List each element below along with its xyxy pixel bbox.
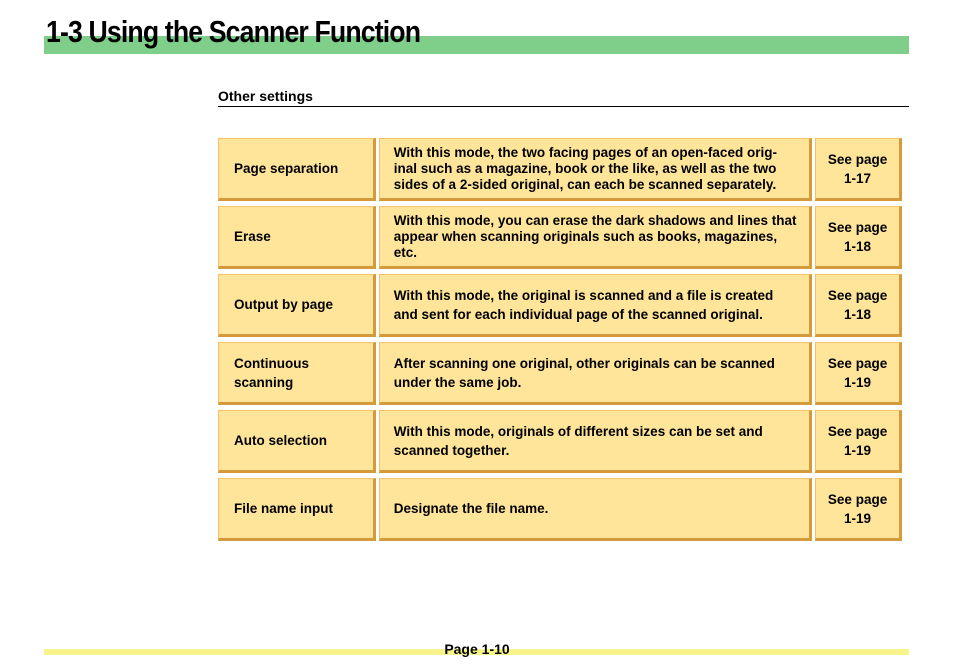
page-reference[interactable] xyxy=(815,274,902,337)
page-title: 1-3 Using the Scanner Function xyxy=(46,14,421,49)
page-reference[interactable] xyxy=(815,478,902,541)
reference-page-number: 1-19 xyxy=(844,374,872,390)
see-page-label: See page xyxy=(827,355,888,371)
setting-name: Page separation xyxy=(218,138,376,201)
reference-page-number: 1-18 xyxy=(844,306,872,322)
table-row xyxy=(218,274,902,337)
table-row xyxy=(218,410,902,473)
table-row xyxy=(218,206,902,269)
setting-name: Continuous scanning xyxy=(218,342,376,405)
table-row xyxy=(218,478,902,541)
see-page-label: See page xyxy=(827,423,888,439)
section-heading: Other settings xyxy=(218,88,313,104)
see-page-label: See page xyxy=(827,491,888,507)
page-reference[interactable] xyxy=(815,206,902,269)
reference-page-number: 1-18 xyxy=(844,238,872,254)
settings-table xyxy=(218,138,902,546)
reference-page-number: 1-17 xyxy=(844,170,872,186)
setting-description: After scanning one original, other originals can be scanned under the same job. xyxy=(379,342,812,405)
setting-description: With this mode, the original is scanned and a file is created and sent for each individual page of the scanned original. xyxy=(379,274,812,337)
setting-description: With this mode, the two facing pages of an open-faced orig- inal such as a magazine, book or the like, as well as the two sides of a 2-sided original, can each be scanned separately. xyxy=(379,138,812,201)
see-page-label: See page xyxy=(827,287,888,303)
page-reference[interactable] xyxy=(815,410,902,473)
setting-description: With this mode, originals of different sizes can be set and scanned together. xyxy=(379,410,812,473)
setting-name: Erase xyxy=(218,206,376,269)
setting-name: Output by page xyxy=(218,274,376,337)
setting-description: With this mode, you can erase the dark shadows and lines that appear when scanning originals such as books, magazines, etc. xyxy=(379,206,812,269)
reference-page-number: 1-19 xyxy=(844,442,872,458)
setting-description: Designate the file name. xyxy=(379,478,812,541)
see-page-label: See page xyxy=(827,219,888,235)
setting-name: File name input xyxy=(218,478,376,541)
see-page-label: See page xyxy=(827,151,888,167)
section-divider xyxy=(218,106,909,107)
page-number: Page 1-10 xyxy=(444,641,510,657)
page-reference[interactable] xyxy=(815,138,902,201)
table-row xyxy=(218,138,902,201)
setting-name: Auto selection xyxy=(218,410,376,473)
page-reference[interactable] xyxy=(815,342,902,405)
reference-page-number: 1-19 xyxy=(844,510,872,526)
table-row xyxy=(218,342,902,405)
